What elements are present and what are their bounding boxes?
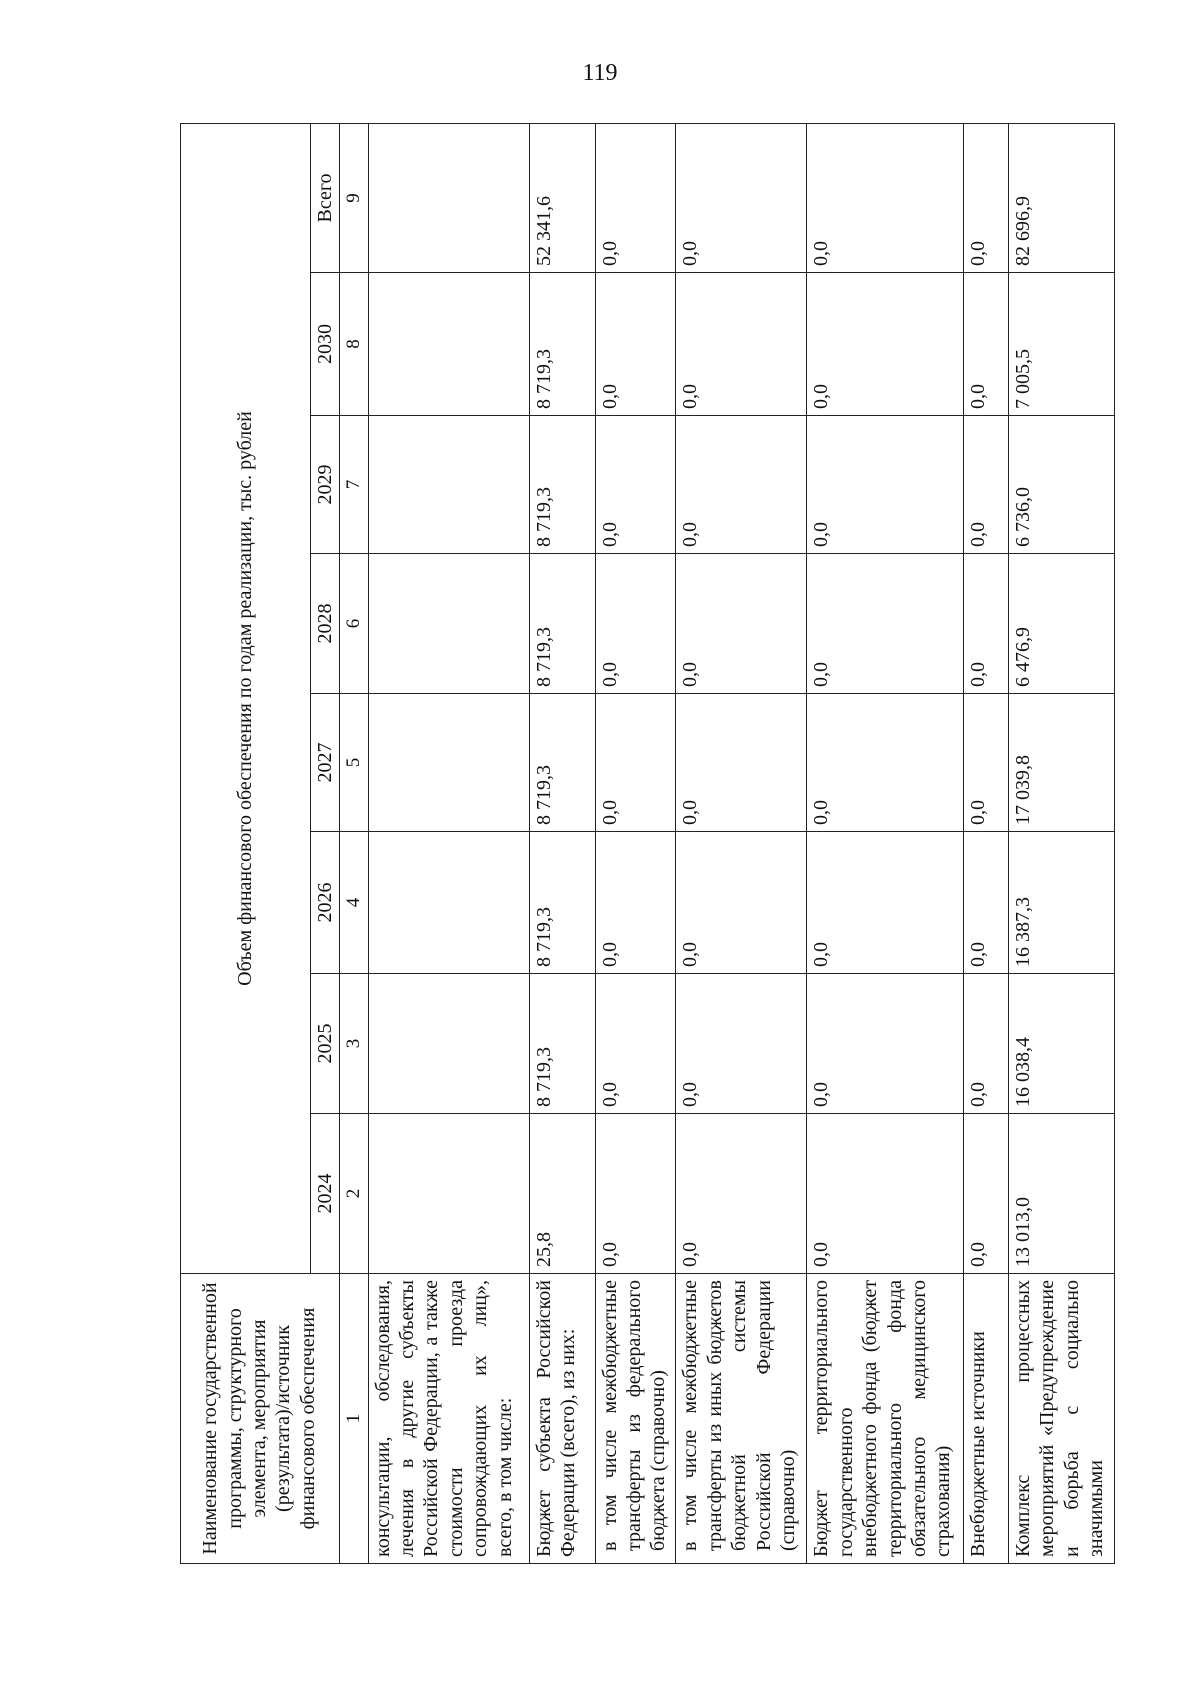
row-name: консультации, обследования, лечения в другие субъекты Российской Федерации, а также стоимости проезда сопровождающих их лиц», всего, в том числе:: [368, 1274, 529, 1564]
value-cell: 17 039,8: [1009, 694, 1115, 832]
column-number-1: 1: [340, 1274, 368, 1564]
value-cell: 0,0: [595, 554, 676, 694]
value-cell: 7 005,5: [1009, 273, 1115, 416]
value-cell: 0,0: [807, 554, 963, 694]
value-cell: 0,0: [676, 832, 807, 974]
value-cell: 8 719,3: [529, 273, 595, 416]
value-cell: 25,8: [529, 1114, 595, 1274]
table-row: [368, 123, 529, 1563]
value-cell: 0,0: [676, 273, 807, 416]
value-cell: 0,0: [595, 832, 676, 974]
table-row: [676, 123, 807, 1563]
financing-table: [180, 123, 1115, 1564]
table-row: [1009, 123, 1115, 1563]
value-cell: 8 719,3: [529, 974, 595, 1114]
value-cell: 6 476,9: [1009, 554, 1115, 694]
table-row: [595, 123, 676, 1563]
row-name: в том числе межбюджетные трансферты из федерального бюджета (справочно): [595, 1274, 676, 1564]
value-cell: 13 013,0: [1009, 1114, 1115, 1274]
row-name: Комплекс процессных мероприятий «Предупреждение и борьба с социально значимыми: [1009, 1274, 1115, 1564]
value-cell: [368, 273, 529, 416]
value-cell: [368, 1114, 529, 1274]
name-column-header: Наименование государственной программы, структурного элемента, мероприятия (результата)/источник финансового обеспечения: [181, 1274, 340, 1564]
column-number-4: 4: [340, 832, 368, 974]
year-header-8: Всего: [311, 123, 340, 272]
value-cell: 0,0: [963, 694, 1008, 832]
value-cell: [368, 554, 529, 694]
value-cell: 0,0: [595, 1114, 676, 1274]
year-header-3: 2026: [311, 832, 340, 974]
value-cell: 0,0: [807, 416, 963, 554]
value-cell: 16 387,3: [1009, 832, 1115, 974]
column-number-7: 7: [340, 416, 368, 554]
value-cell: 0,0: [676, 1114, 807, 1274]
year-header-2: 2025: [311, 974, 340, 1114]
row-name: Бюджет территориального государственного внебюджетного фонда (бюджет территориального фонда обязательного медицинского страхования): [807, 1274, 963, 1564]
value-cell: 0,0: [963, 832, 1008, 974]
value-cell: [368, 974, 529, 1114]
value-cell: [368, 832, 529, 974]
value-cell: 0,0: [963, 123, 1008, 272]
value-cell: 0,0: [595, 416, 676, 554]
page-number: 119: [582, 60, 618, 86]
value-cell: 0,0: [807, 832, 963, 974]
value-cell: 0,0: [963, 273, 1008, 416]
volume-column-header: Объем финансового обеспечения по годам реализации, тыс. рублей: [181, 123, 311, 1273]
column-number-3: 3: [340, 974, 368, 1114]
table-row: [807, 123, 963, 1563]
year-header-1: 2024: [311, 1114, 340, 1274]
row-name: в том числе межбюджетные трансферты из иных бюджетов бюджетной системы Российской Федерации (справочно): [676, 1274, 807, 1564]
value-cell: 0,0: [963, 1114, 1008, 1274]
column-number-6: 6: [340, 554, 368, 694]
value-cell: 8 719,3: [529, 416, 595, 554]
value-cell: [368, 416, 529, 554]
value-cell: 0,0: [807, 273, 963, 416]
financing-table-rotated: [180, 124, 1115, 1564]
value-cell: 0,0: [676, 554, 807, 694]
value-cell: 82 696,9: [1009, 123, 1115, 272]
value-cell: 0,0: [807, 123, 963, 272]
year-header-6: 2029: [311, 416, 340, 554]
value-cell: 0,0: [963, 554, 1008, 694]
table-row: [963, 123, 1008, 1563]
value-cell: 0,0: [595, 694, 676, 832]
value-cell: 0,0: [807, 974, 963, 1114]
column-number-5: 5: [340, 694, 368, 832]
column-number-8: 8: [340, 273, 368, 416]
row-name: Внебюджетные источники: [963, 1274, 1008, 1564]
value-cell: [368, 123, 529, 272]
value-cell: 0,0: [676, 974, 807, 1114]
value-cell: 0,0: [807, 694, 963, 832]
value-cell: 0,0: [595, 273, 676, 416]
value-cell: 8 719,3: [529, 694, 595, 832]
column-number-9: 9: [340, 123, 368, 272]
table-row: [529, 123, 595, 1563]
value-cell: 0,0: [963, 974, 1008, 1114]
value-cell: 16 038,4: [1009, 974, 1115, 1114]
year-header-7: 2030: [311, 273, 340, 416]
value-cell: 0,0: [595, 974, 676, 1114]
year-header-4: 2027: [311, 694, 340, 832]
value-cell: 0,0: [676, 123, 807, 272]
value-cell: 0,0: [676, 416, 807, 554]
year-header-5: 2028: [311, 554, 340, 694]
value-cell: 8 719,3: [529, 832, 595, 974]
value-cell: 6 736,0: [1009, 416, 1115, 554]
row-name: Бюджет субъекта Российской Федерации (всего), из них:: [529, 1274, 595, 1564]
column-number-2: 2: [340, 1114, 368, 1274]
value-cell: 0,0: [595, 123, 676, 272]
value-cell: [368, 694, 529, 832]
value-cell: 0,0: [963, 416, 1008, 554]
value-cell: 0,0: [807, 1114, 963, 1274]
value-cell: 8 719,3: [529, 554, 595, 694]
value-cell: 0,0: [676, 694, 807, 832]
value-cell: 52 341,6: [529, 123, 595, 272]
